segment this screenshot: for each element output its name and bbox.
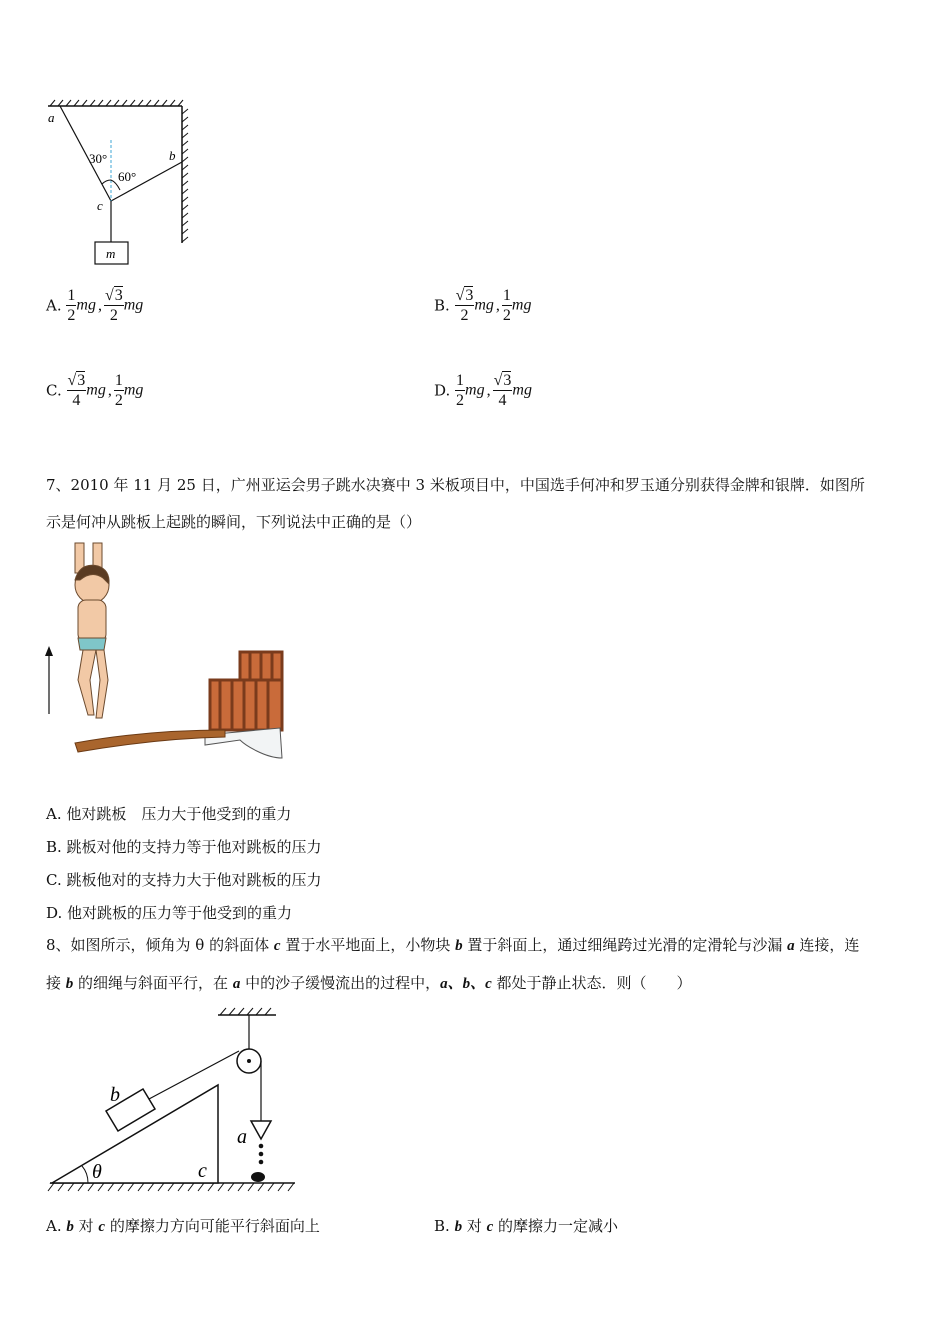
q6-option-b[interactable]: B. $\frac{√3}{2}$ mg , $\frac{1}{2}$ mg (434, 287, 532, 324)
label-a: a (48, 110, 55, 125)
fraction: $\frac{1}{2}$ (456, 372, 465, 409)
label-b: b (169, 148, 176, 163)
label-a: a (237, 1126, 247, 1148)
q7-line-1: 7、2010 年 11 月 25 日，广州亚运会男子跳水决赛中 3 米板项目中，中国选手何冲和罗玉通分别获得金牌和银牌．如图所 (46, 476, 865, 494)
option-letter: A. (46, 296, 62, 315)
option-letter: D. (434, 381, 451, 400)
option-letter: C. (46, 381, 62, 400)
q8-option-a[interactable]: A. b 对 c 的摩擦力方向可能平行斜面向上 (46, 1217, 320, 1235)
q7-line-2: 示是何冲从跳板上起跳的瞬间，下列说法中正确的是（） (46, 513, 422, 531)
mass-label: m (106, 246, 116, 261)
angle-60-label: 60° (118, 169, 137, 184)
option-letter: B. (434, 296, 450, 315)
q7-option-c[interactable]: C. 跳板他对的支持力大于他对跳板的压力 (46, 871, 322, 889)
fraction: $\frac{√3}{2}$ (104, 287, 123, 324)
theta-label: θ (92, 1161, 102, 1183)
q7-option-a[interactable]: A. 他对跳板 压力大于他受到的重力 (46, 805, 292, 823)
fraction: $\frac{√3}{2}$ (455, 287, 474, 324)
q7-stem (46, 467, 908, 541)
q8-line-1: 8、如图所示，倾角为 θ 的斜面体 c 置于水平地面上，小物块 b 置于斜面上，通过细绳跨过光滑的定滑轮与沙漏 a 连接，连 (46, 936, 860, 954)
label-c: c (97, 198, 103, 213)
fraction: $\frac{1}{2}$ (114, 372, 123, 409)
q6-option-a[interactable]: A. $\frac{1}{2}$ mg , $\frac{√3}{2}$ mg (46, 287, 144, 324)
q6-option-d[interactable]: D. $\frac{1}{2}$ mg , $\frac{√3}{4}$ mg (434, 372, 532, 409)
q7-option-d[interactable]: D. 他对跳板的压力等于他受到的重力 (46, 904, 293, 922)
q8-option-b[interactable]: B. b 对 c 的摩擦力一定减小 (434, 1217, 619, 1235)
fraction: $\frac{√3}{4}$ (67, 372, 86, 409)
q8-line-2: 接 b 的细绳与斜面平行，在 a 中的沙子缓慢流出的过程中，a、b、c 都处于静止状态．则（ ） (46, 974, 692, 992)
fraction: $\frac{√3}{4}$ (493, 372, 512, 409)
label-c: c (198, 1160, 207, 1182)
angle-30-label: 30° (89, 151, 108, 166)
hanging-mass-figure (40, 96, 200, 271)
diver-figure (40, 540, 290, 760)
fraction: $\frac{1}{2}$ (67, 287, 76, 324)
fraction: $\frac{1}{2}$ (502, 287, 511, 324)
q8-stem (46, 927, 908, 1003)
incline-pulley-figure (40, 1003, 305, 1203)
label-b: b (110, 1084, 120, 1106)
q6-option-c[interactable]: C. $\frac{√3}{4}$ mg , $\frac{1}{2}$ mg (46, 372, 144, 409)
q7-option-b[interactable]: B. 跳板对他的支持力等于他对跳板的压力 (46, 838, 322, 856)
